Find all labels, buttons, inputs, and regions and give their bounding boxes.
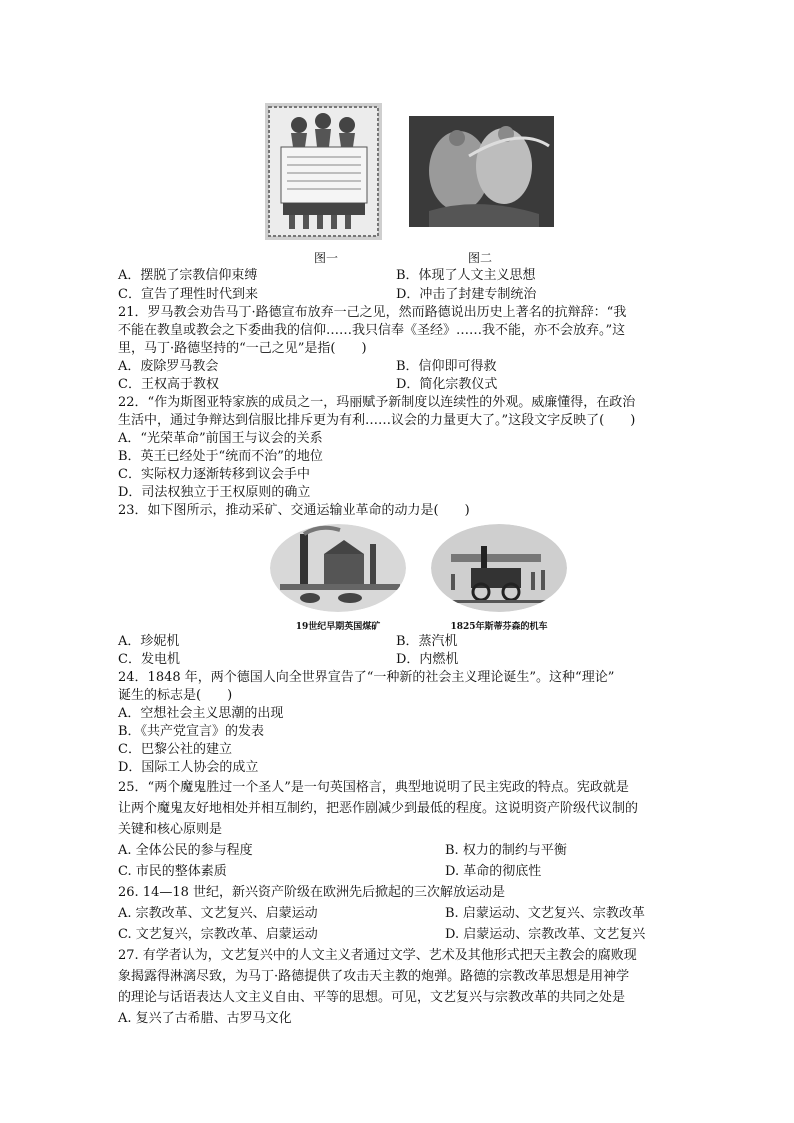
q21-option-c: C．王权高于教权 bbox=[118, 377, 219, 392]
q24-stem-line2: 诞生的标志是( ) bbox=[118, 688, 233, 703]
q26-stem: 26. 14—18 世纪，新兴资产阶级在欧洲先后掀起的三次解放运动是 bbox=[118, 885, 506, 900]
q23-option-c: C．发电机 bbox=[118, 652, 180, 667]
q23-option-b: B．蒸汽机 bbox=[396, 634, 458, 649]
q26-option-c: C. 文艺复兴，宗教改革、启蒙运动 bbox=[118, 927, 318, 942]
q25-stem-line3: 关键和核心原则是 bbox=[118, 822, 223, 837]
q26-option-a: A. 宗教改革、文艺复兴、启蒙运动 bbox=[118, 906, 318, 921]
q24-option-d: D．国际工人协会的成立 bbox=[118, 760, 259, 775]
q20-option-d: D．冲击了封建专制统治 bbox=[396, 287, 537, 302]
q24-option-b: B．《共产党宣言》的发表 bbox=[118, 724, 265, 739]
q20-option-b: B．体现了人文主义思想 bbox=[396, 268, 536, 283]
figure-two-caption: 图二 bbox=[467, 251, 492, 265]
q26-option-b: B. 启蒙运动、文艺复兴、宗教改革 bbox=[445, 906, 645, 921]
q23-option-a: A．珍妮机 bbox=[118, 634, 180, 649]
q24-option-a: A．空想社会主义思潮的出现 bbox=[118, 706, 284, 721]
figure-two-image bbox=[409, 116, 554, 227]
q20-option-a: A．摆脱了宗教信仰束缚 bbox=[118, 268, 258, 283]
q21-stem-line1: 21．罗马教会劝告马丁·路德宣布放弃一己之见，然而路德说出历史上著名的抗辩辞：“我 bbox=[118, 305, 627, 320]
coal-mine-image bbox=[270, 524, 406, 612]
locomotive-caption: 1825年斯蒂芬森的机车 bbox=[450, 622, 548, 632]
q25-option-d: D. 革命的彻底性 bbox=[445, 864, 542, 879]
q25-stem-line2: 让两个魔鬼友好地相处并相互制约，把恶作剧减少到最低的程度。这说明资产阶级代议制的 bbox=[118, 801, 639, 816]
q27-stem-line2: 象揭露得淋漓尽致，为马丁·路德提供了攻击天主教的炮弹。路德的宗教改革思想是用神学 bbox=[118, 969, 630, 984]
q24-option-c: C．巴黎公社的建立 bbox=[118, 742, 232, 757]
q26-option-d: D. 启蒙运动、宗教改革、文艺复兴 bbox=[445, 927, 646, 942]
q21-stem-line2: 不能在教皇或教会之下委曲我的信仰……我只信奉《圣经》……我不能，亦不会放弃。”这 bbox=[118, 323, 626, 338]
figure-one-caption: 图一 bbox=[313, 251, 338, 265]
q22-option-d: D．司法权独立于王权原则的确立 bbox=[118, 485, 311, 500]
q22-option-a: A．“光荣革命”前国王与议会的关系 bbox=[118, 431, 323, 446]
q22-stem-line1: 22．“作为斯图亚特家族的成员之一，玛丽赋予新制度以连续性的外观。威廉懂得，在政治 bbox=[118, 395, 636, 410]
q21-option-b: B．信仰即可得救 bbox=[396, 359, 497, 374]
q21-option-a: A．废除罗马教会 bbox=[118, 359, 219, 374]
q22-stem-line2: 生活中，通过争辩达到信服比排斥更为有利……议会的力量更大了。”这段文字反映了( ) bbox=[118, 413, 636, 428]
q21-stem-line3: 里，马丁·路德坚持的“一己之见”是指( ) bbox=[118, 341, 367, 356]
q21-option-d: D．简化宗教仪式 bbox=[396, 377, 498, 392]
q25-option-c: C. 市民的整体素质 bbox=[118, 864, 227, 879]
q27-option-a: A. 复兴了古希腊、古罗马文化 bbox=[118, 1011, 292, 1026]
q25-option-b: B. 权力的制约与平衡 bbox=[445, 843, 567, 858]
q25-stem-line1: 25．“两个魔鬼胜过一个圣人”是一句英国格言，典型地说明了民主宪政的特点。宪政就是 bbox=[118, 780, 629, 795]
q23-stem: 23．如下图所示，推动采矿、交通运输业革命的动力是( ) bbox=[118, 503, 470, 518]
q20-option-c: C．宣告了理性时代到来 bbox=[118, 287, 258, 302]
q27-stem-line3: 的理论与话语表达人文主义自由、平等的思想。可见，文艺复兴与宗教改革的共同之处是 bbox=[118, 990, 626, 1005]
q23-option-d: D．内燃机 bbox=[396, 652, 459, 667]
q25-option-a: A. 全体公民的参与程度 bbox=[118, 843, 253, 858]
q22-option-c: C．实际权力逐渐转移到议会手中 bbox=[118, 467, 310, 482]
coal-mine-caption: 19世纪早期英国煤矿 bbox=[295, 622, 381, 632]
figure-one-image bbox=[265, 103, 382, 240]
q27-stem-line1: 27. 有学者认为，文艺复兴中的人文主义者通过文学、艺术及其他形式把天主教会的腐败现 bbox=[118, 948, 637, 963]
q24-stem-line1: 24．1848 年，两个德国人向全世界宣告了“一种新的社会主义理论诞生”。这种“理论” bbox=[118, 670, 615, 685]
q22-option-b: B．英王已经处于“统而不治”的地位 bbox=[118, 449, 323, 464]
locomotive-image bbox=[431, 524, 567, 612]
